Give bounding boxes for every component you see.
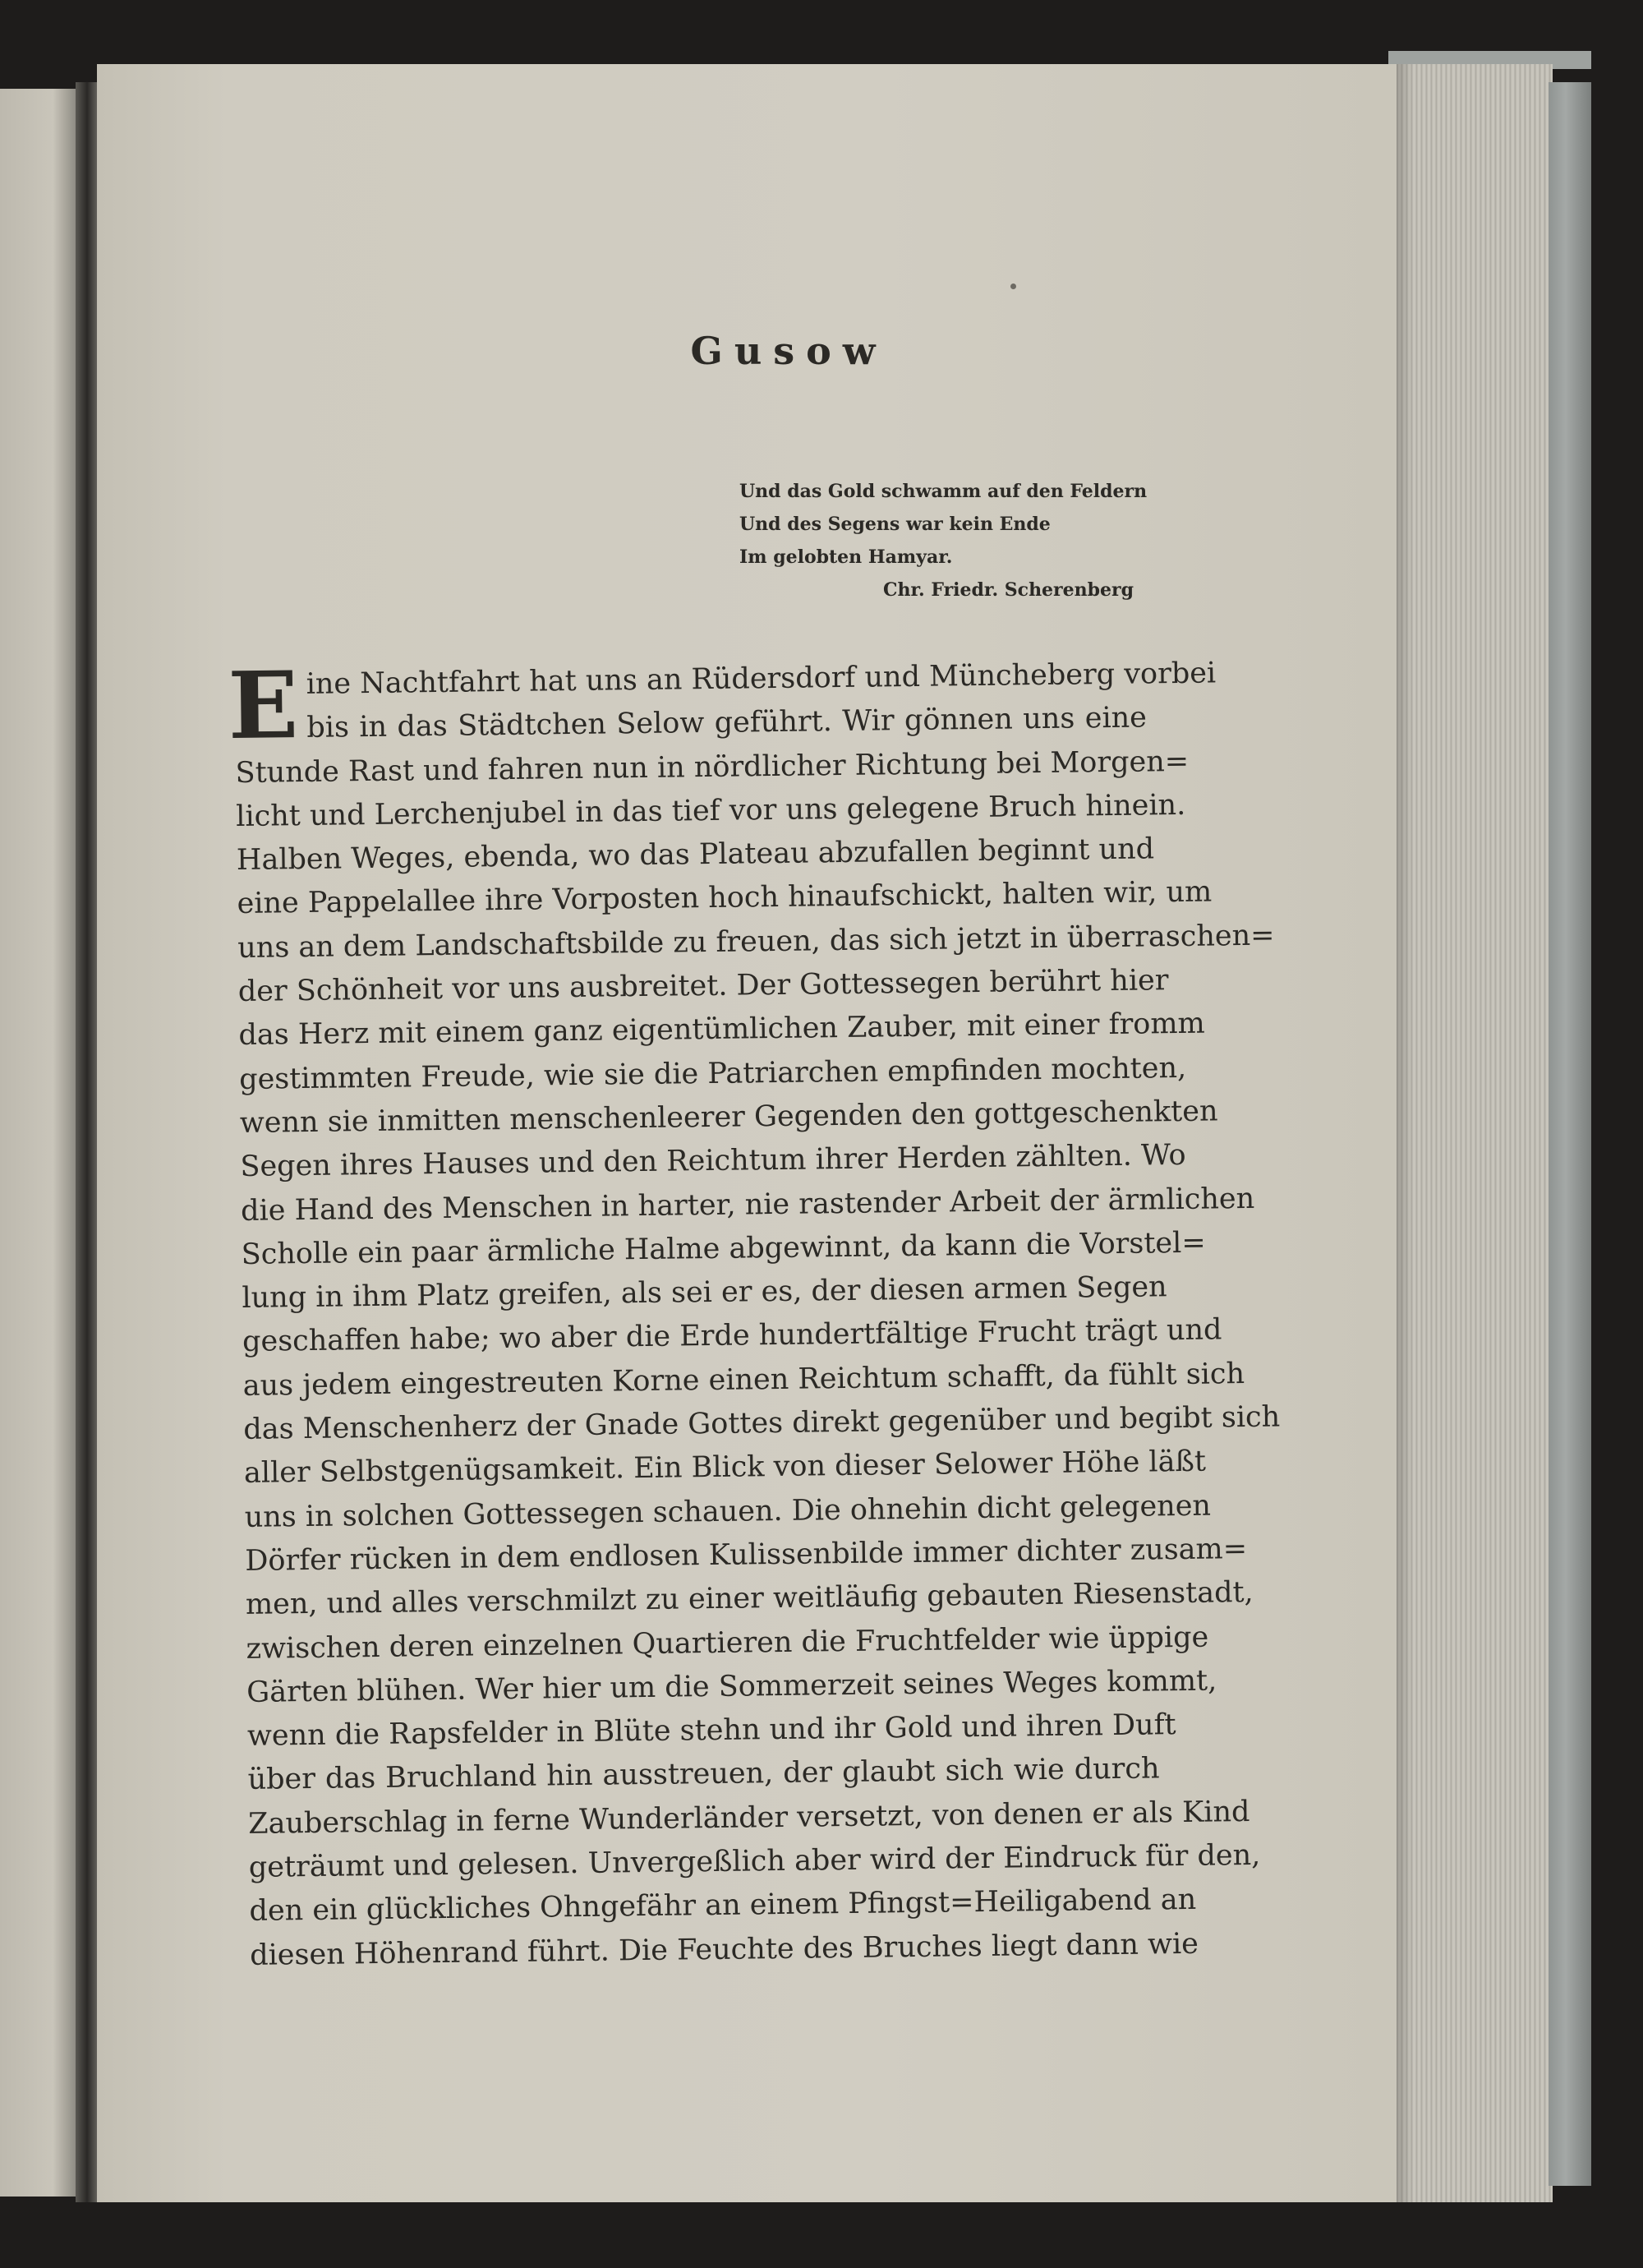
body-text — [227, 652, 1281, 1977]
page-stack-edges — [1388, 64, 1553, 2202]
text-line: Dörfer rücken in dem endlosen Kulissenbilde immer dichter zusam= — [245, 1532, 1248, 1578]
text-line: geträumt und gelesen. Unvergeßlich aber wird der Eindruck für den, — [248, 1838, 1261, 1884]
text-line: diesen Höhenrand führt. Die Feuchte des Bruches liegt dann wie — [249, 1927, 1199, 1972]
text-line: bis in das Städtchen Selow geführt. Wir gönnen uns eine — [306, 701, 1148, 745]
left-page-edge — [0, 89, 76, 2197]
text-line: zwischen deren einzelnen Quartieren die Fruchtfelder wie üppige — [246, 1620, 1209, 1666]
text-line: Segen ihres Hauses und den Reichtum ihrer Herden zählten. Wo — [240, 1139, 1186, 1184]
epigraph-line: Und des Segens war kein Ende — [739, 514, 1051, 535]
text-line: Gärten blühen. Wer hier um die Sommerzeit seines Weges kommt, — [246, 1664, 1217, 1709]
text-line: das Menschenherz der Gnade Gottes direkt gegenüber und begibt sich — [243, 1400, 1281, 1446]
book-gutter — [76, 82, 99, 2202]
text-line: wenn die Rapsfelder in Blüte stehn und ihr Gold und ihren Duft — [246, 1708, 1176, 1754]
chapter-title: Gusow — [690, 329, 887, 373]
text-line: uns an dem Landschaftsbilde zu freuen, das sich jetzt in überraschen= — [237, 919, 1275, 965]
text-line: Zauberschlag in ferne Wunderländer versetzt, von denen er als Kind — [248, 1795, 1250, 1841]
text-line: die Hand des Menschen in harter, nie rastender Arbeit der ärmlichen — [240, 1182, 1255, 1228]
text-line: licht und Lerchenjubel in das tief vor uns gelegene Bruch hinein. — [236, 788, 1186, 833]
text-line: wenn sie inmitten menschenleerer Gegenden den gottgeschenkten — [239, 1095, 1218, 1140]
text-line: geschaffen habe; wo aber die Erde hundertfältige Frucht trägt und — [242, 1313, 1222, 1359]
text-line: lung in ihm Platz greifen, als sei er es, der diesen armen Segen — [242, 1270, 1167, 1316]
text-line: eine Pappelallee ihre Vorposten hoch hinaufschickt, halten wir, um — [237, 875, 1213, 921]
text-line: der Schönheit vor uns ausbreitet. Der Gottessegen berührt hier — [237, 964, 1169, 1009]
text-line: den ein glückliches Ohngefähr an einem Pfingst=Heiligabend an — [249, 1883, 1197, 1929]
epigraph — [739, 475, 1148, 606]
text-line: über das Bruchland hin ausstreuen, der glaubt sich wie durch — [247, 1752, 1160, 1797]
text-line: Stunde Rast und fahren nun in nördlicher Richtung bei Morgen= — [235, 744, 1190, 790]
book-cover-edge — [1549, 82, 1591, 2186]
text-line: aller Selbstgenügsamkeit. Ein Blick von dieser Selower Höhe läßt — [243, 1445, 1207, 1491]
epigraph-author: Chr. Friedr. Scherenberg — [882, 579, 1134, 601]
drop-cap: E — [227, 652, 299, 761]
text-line: Scholle ein paar ärmliche Halme abgewinnt, da kann die Vorstel= — [241, 1226, 1206, 1271]
text-line: ine Nachtfahrt hat uns an Rüdersdorf und Müncheberg vorbei — [306, 657, 1217, 701]
epigraph-line: Im gelobten Hamyar. — [739, 546, 953, 568]
text-line: aus jedem eingestreuten Korne einen Reichtum schafft, da fühlt sich — [242, 1357, 1245, 1403]
text-line: gestimmten Freude, wie sie die Patriarchen empfinden mochten, — [238, 1051, 1187, 1096]
text-line: Halben Weges, ebenda, wo das Plateau abzufallen beginnt und — [236, 832, 1155, 878]
text-line: das Herz mit einem ganz eigentümlichen Zauber, mit einer fromm — [238, 1007, 1205, 1053]
text-line: men, und alles verschmilzt zu einer weitläufig gebauten Riesenstadt, — [245, 1576, 1254, 1622]
epigraph-line: Und das Gold schwamm auf den Feldern — [739, 481, 1148, 502]
text-line: uns in solchen Gottessegen schauen. Die ohnehin dicht gelegenen — [244, 1489, 1212, 1534]
paper-spot — [1010, 284, 1016, 289]
